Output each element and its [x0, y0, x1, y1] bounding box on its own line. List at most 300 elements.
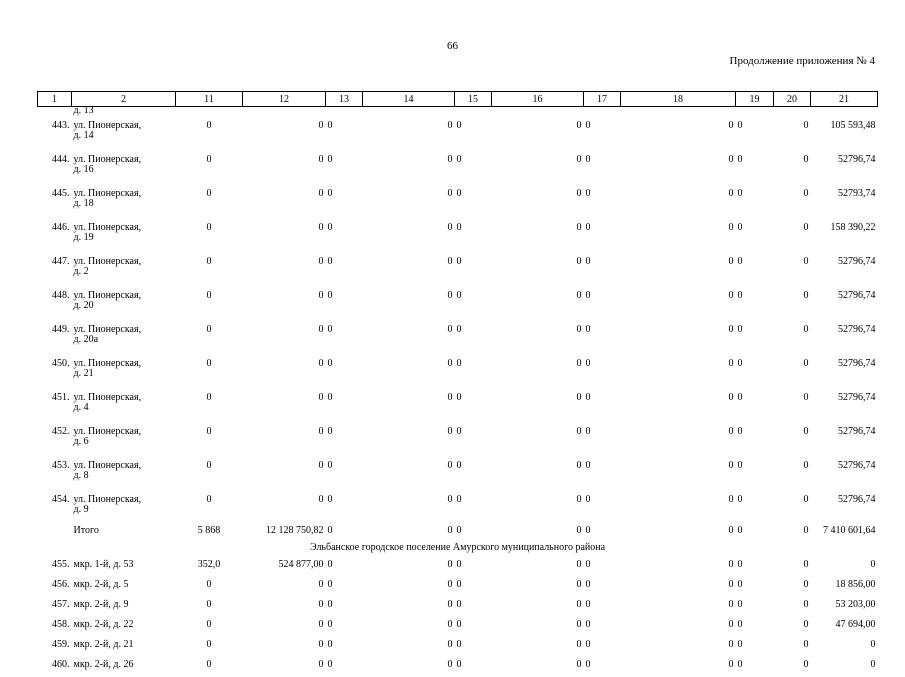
- value-cell: 0: [584, 577, 621, 597]
- value-cell: 0: [621, 597, 736, 617]
- table-header: [38, 92, 878, 107]
- table-row: [38, 617, 878, 637]
- table-row: [38, 421, 878, 455]
- value-cell: 0: [455, 217, 492, 251]
- address-cell: [72, 183, 176, 217]
- column-header: 16: [492, 92, 584, 107]
- value-cell: 0: [326, 387, 363, 421]
- row-number: 451.: [38, 387, 72, 421]
- value-cell: 0: [176, 421, 243, 455]
- address-line: д. 20: [74, 301, 174, 311]
- table-row: [38, 285, 878, 319]
- table-row: [38, 597, 878, 617]
- value-cell: 0: [243, 387, 326, 421]
- value-cell: 47 694,00: [811, 617, 878, 637]
- value-cell: 0: [326, 597, 363, 617]
- value-cell: 0: [492, 319, 584, 353]
- value-cell: 0: [774, 183, 811, 217]
- address-fragment: д. 13: [72, 107, 176, 116]
- value-cell: 0: [584, 251, 621, 285]
- value-cell: 0: [363, 597, 455, 617]
- value-cell: 0: [736, 115, 774, 149]
- address-cell: [72, 353, 176, 387]
- address-cell: мкр. 1-й, д. 53: [72, 557, 176, 577]
- row-number: 450.: [38, 353, 72, 387]
- total-row: [38, 523, 878, 543]
- value-cell: 0: [363, 319, 455, 353]
- value-cell: 0: [326, 455, 363, 489]
- total-value: 0: [621, 523, 736, 543]
- address-line: ул. Пионерская,: [74, 393, 174, 403]
- address-cell: [72, 149, 176, 183]
- value-cell: 0: [363, 217, 455, 251]
- value-cell: 0: [363, 183, 455, 217]
- value-cell: 0: [736, 217, 774, 251]
- address-line: д. 4: [74, 403, 174, 413]
- address-line: д. 6: [74, 437, 174, 447]
- value-cell: 0: [774, 577, 811, 597]
- value-cell: 0: [176, 455, 243, 489]
- address-line: ул. Пионерская,: [74, 155, 174, 165]
- row-number: 447.: [38, 251, 72, 285]
- value-cell: 0: [363, 489, 455, 523]
- value-cell: 0: [736, 353, 774, 387]
- value-cell: 0: [774, 115, 811, 149]
- address-line: ул. Пионерская,: [74, 121, 174, 131]
- value-cell: 52796,74: [811, 387, 878, 421]
- value-cell: 0: [455, 637, 492, 657]
- value-cell: 0: [774, 557, 811, 577]
- value-cell: 0: [363, 577, 455, 597]
- table-row: [38, 455, 878, 489]
- value-cell: 52796,74: [811, 285, 878, 319]
- value-cell: 18 856,00: [811, 577, 878, 597]
- value-cell: 0: [774, 251, 811, 285]
- value-cell: 0: [621, 657, 736, 677]
- column-header: 15: [455, 92, 492, 107]
- value-cell: 0: [584, 217, 621, 251]
- value-cell: 0: [621, 489, 736, 523]
- value-cell: 0: [492, 387, 584, 421]
- address-line: д. 18: [74, 199, 174, 209]
- value-cell: 0: [243, 637, 326, 657]
- address-cell: [72, 285, 176, 319]
- value-cell: 0: [363, 251, 455, 285]
- section-row: [38, 543, 878, 557]
- address-line: ул. Пионерская,: [74, 427, 174, 437]
- value-cell: 0: [621, 251, 736, 285]
- value-cell: 0: [363, 353, 455, 387]
- value-cell: 0: [621, 149, 736, 183]
- column-header: 1: [38, 92, 72, 107]
- value-cell: 0: [584, 617, 621, 637]
- value-cell: 0: [774, 421, 811, 455]
- value-cell: 0: [363, 387, 455, 421]
- value-cell: 0: [492, 577, 584, 597]
- value-cell: 0: [176, 387, 243, 421]
- value-cell: 0: [584, 319, 621, 353]
- value-cell: 0: [774, 617, 811, 637]
- value-cell: 0: [363, 149, 455, 183]
- value-cell: 0: [243, 251, 326, 285]
- value-cell: 0: [243, 183, 326, 217]
- table-row: [38, 577, 878, 597]
- value-cell: 0: [621, 387, 736, 421]
- total-value: 7 410 601,64: [811, 523, 878, 543]
- value-cell: 52796,74: [811, 149, 878, 183]
- address-cell: [72, 455, 176, 489]
- value-cell: 0: [492, 251, 584, 285]
- total-label: Итого: [72, 523, 176, 543]
- table-row: [38, 149, 878, 183]
- value-cell: 0: [811, 557, 878, 577]
- column-header: 20: [774, 92, 811, 107]
- value-cell: 0: [243, 285, 326, 319]
- value-cell: 0: [455, 421, 492, 455]
- value-cell: 0: [176, 617, 243, 637]
- value-cell: 0: [455, 597, 492, 617]
- value-cell: 0: [621, 637, 736, 657]
- value-cell: 0: [176, 657, 243, 677]
- value-cell: 158 390,22: [811, 217, 878, 251]
- column-header: 18: [621, 92, 736, 107]
- value-cell: 0: [243, 597, 326, 617]
- table-row: [38, 183, 878, 217]
- total-value: 0: [326, 523, 363, 543]
- value-cell: 0: [584, 597, 621, 617]
- value-cell: 0: [455, 115, 492, 149]
- value-cell: 105 593,48: [811, 115, 878, 149]
- value-cell: 0: [621, 353, 736, 387]
- value-cell: 0: [584, 489, 621, 523]
- total-value: 12 128 750,82: [243, 523, 326, 543]
- value-cell: 0: [492, 217, 584, 251]
- table-row: [38, 387, 878, 421]
- value-cell: 0: [774, 489, 811, 523]
- address-cell: [72, 421, 176, 455]
- value-cell: 0: [621, 421, 736, 455]
- total-value: 0: [363, 523, 455, 543]
- value-cell: 0: [363, 617, 455, 637]
- value-cell: 0: [584, 353, 621, 387]
- value-cell: 0: [455, 489, 492, 523]
- value-cell: 0: [492, 489, 584, 523]
- address-line: ул. Пионерская,: [74, 257, 174, 267]
- value-cell: 0: [243, 455, 326, 489]
- value-cell: 53 203,00: [811, 597, 878, 617]
- value-cell: 0: [176, 597, 243, 617]
- page-number: 66: [0, 40, 905, 52]
- total-value: 0: [492, 523, 584, 543]
- value-cell: 0: [621, 319, 736, 353]
- value-cell: 0: [736, 597, 774, 617]
- value-cell: 0: [492, 637, 584, 657]
- value-cell: 0: [584, 285, 621, 319]
- column-header: 12: [243, 92, 326, 107]
- value-cell: 0: [774, 149, 811, 183]
- value-cell: 0: [176, 251, 243, 285]
- column-header: 13: [326, 92, 363, 107]
- data-table: [37, 91, 878, 677]
- value-cell: 52796,74: [811, 319, 878, 353]
- value-cell: 0: [176, 183, 243, 217]
- value-cell: 0: [326, 557, 363, 577]
- value-cell: 0: [326, 577, 363, 597]
- table-row: [38, 115, 878, 149]
- value-cell: 0: [176, 637, 243, 657]
- table-row: [38, 557, 878, 577]
- column-header: 2: [72, 92, 176, 107]
- value-cell: 0: [736, 285, 774, 319]
- value-cell: 0: [621, 115, 736, 149]
- row-number: 445.: [38, 183, 72, 217]
- value-cell: 0: [455, 149, 492, 183]
- value-cell: 0: [621, 285, 736, 319]
- value-cell: 0: [774, 637, 811, 657]
- address-line: д. 14: [74, 131, 174, 141]
- value-cell: 0: [492, 557, 584, 577]
- row-number: 449.: [38, 319, 72, 353]
- address-cell: мкр. 2-й, д. 21: [72, 637, 176, 657]
- value-cell: 0: [774, 285, 811, 319]
- column-header: 21: [811, 92, 878, 107]
- value-cell: 0: [176, 285, 243, 319]
- address-cell: [72, 115, 176, 149]
- value-cell: 0: [243, 657, 326, 677]
- value-cell: 0: [492, 617, 584, 637]
- value-cell: 0: [492, 455, 584, 489]
- row-number: 459.: [38, 637, 72, 657]
- value-cell: 0: [621, 183, 736, 217]
- address-line: ул. Пионерская,: [74, 461, 174, 471]
- address-line: ул. Пионерская,: [74, 325, 174, 335]
- value-cell: 0: [363, 115, 455, 149]
- value-cell: 0: [811, 637, 878, 657]
- value-cell: 0: [455, 455, 492, 489]
- row-number: 448.: [38, 285, 72, 319]
- row-number: 452.: [38, 421, 72, 455]
- total-value: 5 868: [176, 523, 243, 543]
- value-cell: 0: [584, 387, 621, 421]
- value-cell: 0: [774, 657, 811, 677]
- value-cell: 0: [584, 455, 621, 489]
- value-cell: 0: [326, 183, 363, 217]
- value-cell: 0: [736, 387, 774, 421]
- value-cell: 0: [363, 557, 455, 577]
- value-cell: 0: [492, 421, 584, 455]
- value-cell: 0: [584, 183, 621, 217]
- value-cell: 0: [621, 217, 736, 251]
- value-cell: 0: [736, 617, 774, 637]
- value-cell: 52796,74: [811, 421, 878, 455]
- value-cell: 0: [584, 115, 621, 149]
- value-cell: 0: [455, 577, 492, 597]
- continuation-label: Продолжение приложения № 4: [730, 55, 875, 67]
- value-cell: 0: [774, 455, 811, 489]
- value-cell: 0: [736, 489, 774, 523]
- continuation-row: [38, 107, 878, 116]
- value-cell: 0: [363, 421, 455, 455]
- value-cell: 0: [363, 637, 455, 657]
- value-cell: 0: [492, 183, 584, 217]
- address-line: д. 2: [74, 267, 174, 277]
- row-number: 456.: [38, 577, 72, 597]
- row-number: 453.: [38, 455, 72, 489]
- row-number: 455.: [38, 557, 72, 577]
- value-cell: 352,0: [176, 557, 243, 577]
- column-header: 14: [363, 92, 455, 107]
- value-cell: 0: [326, 319, 363, 353]
- value-cell: 0: [176, 319, 243, 353]
- row-number: 444.: [38, 149, 72, 183]
- value-cell: 0: [326, 617, 363, 637]
- value-cell: 0: [455, 319, 492, 353]
- value-cell: 0: [176, 577, 243, 597]
- value-cell: 0: [243, 617, 326, 637]
- value-cell: 0: [363, 657, 455, 677]
- address-line: ул. Пионерская,: [74, 495, 174, 505]
- value-cell: 52796,74: [811, 353, 878, 387]
- address-line: д. 9: [74, 505, 174, 515]
- value-cell: 0: [736, 319, 774, 353]
- value-cell: 0: [736, 183, 774, 217]
- value-cell: 0: [774, 353, 811, 387]
- value-cell: 52796,74: [811, 455, 878, 489]
- value-cell: 0: [326, 657, 363, 677]
- table-body: [38, 107, 878, 677]
- value-cell: 0: [736, 557, 774, 577]
- address-cell: [72, 251, 176, 285]
- value-cell: 0: [492, 285, 584, 319]
- total-value: 0: [736, 523, 774, 543]
- value-cell: 0: [736, 421, 774, 455]
- value-cell: 0: [176, 217, 243, 251]
- total-value: 0: [455, 523, 492, 543]
- value-cell: 0: [455, 251, 492, 285]
- value-cell: 0: [621, 617, 736, 637]
- value-cell: 0: [774, 387, 811, 421]
- value-cell: 0: [176, 489, 243, 523]
- row-number: 458.: [38, 617, 72, 637]
- value-cell: 0: [584, 637, 621, 657]
- value-cell: 0: [455, 657, 492, 677]
- address-cell: мкр. 2-й, д. 9: [72, 597, 176, 617]
- value-cell: 0: [243, 421, 326, 455]
- value-cell: 0: [455, 557, 492, 577]
- value-cell: 0: [243, 577, 326, 597]
- address-line: д. 20а: [74, 335, 174, 345]
- value-cell: 524 877,00: [243, 557, 326, 577]
- value-cell: 52796,74: [811, 489, 878, 523]
- value-cell: 0: [621, 455, 736, 489]
- value-cell: 0: [243, 319, 326, 353]
- table-row: [38, 251, 878, 285]
- address-cell: мкр. 2-й, д. 26: [72, 657, 176, 677]
- value-cell: 0: [621, 557, 736, 577]
- table-row: [38, 489, 878, 523]
- value-cell: 0: [176, 353, 243, 387]
- value-cell: 0: [774, 217, 811, 251]
- address-cell: [72, 489, 176, 523]
- value-cell: 0: [492, 657, 584, 677]
- address-line: д. 19: [74, 233, 174, 243]
- address-line: д. 8: [74, 471, 174, 481]
- value-cell: 0: [243, 353, 326, 387]
- value-cell: 52796,74: [811, 251, 878, 285]
- row-number: 446.: [38, 217, 72, 251]
- value-cell: 0: [455, 617, 492, 637]
- value-cell: 0: [326, 489, 363, 523]
- empty-cell: [38, 523, 72, 543]
- value-cell: 0: [326, 251, 363, 285]
- column-header: 17: [584, 92, 621, 107]
- value-cell: 0: [774, 597, 811, 617]
- value-cell: 0: [326, 115, 363, 149]
- value-cell: 0: [363, 285, 455, 319]
- value-cell: 0: [326, 285, 363, 319]
- total-value: 0: [584, 523, 621, 543]
- value-cell: 0: [455, 387, 492, 421]
- address-line: ул. Пионерская,: [74, 359, 174, 369]
- value-cell: 0: [492, 115, 584, 149]
- address-cell: мкр. 2-й, д. 22: [72, 617, 176, 637]
- address-cell: [72, 387, 176, 421]
- table-row: [38, 319, 878, 353]
- value-cell: 0: [736, 657, 774, 677]
- value-cell: 0: [584, 557, 621, 577]
- section-title: Эльбанское городское поселение Амурского муниципального района: [38, 543, 878, 557]
- value-cell: 0: [492, 353, 584, 387]
- table-row: [38, 637, 878, 657]
- value-cell: 0: [774, 319, 811, 353]
- value-cell: 0: [176, 115, 243, 149]
- value-cell: 0: [492, 149, 584, 183]
- value-cell: 0: [736, 637, 774, 657]
- value-cell: 0: [326, 637, 363, 657]
- value-cell: 0: [176, 149, 243, 183]
- value-cell: 0: [455, 183, 492, 217]
- address-line: д. 21: [74, 369, 174, 379]
- table-row: [38, 353, 878, 387]
- value-cell: 0: [326, 149, 363, 183]
- value-cell: 0: [326, 353, 363, 387]
- value-cell: 0: [455, 285, 492, 319]
- value-cell: 0: [584, 421, 621, 455]
- value-cell: 0: [621, 577, 736, 597]
- address-cell: [72, 319, 176, 353]
- value-cell: 0: [326, 421, 363, 455]
- value-cell: 0: [584, 657, 621, 677]
- value-cell: 0: [363, 455, 455, 489]
- value-cell: 0: [811, 657, 878, 677]
- value-cell: 0: [736, 455, 774, 489]
- value-cell: 0: [243, 217, 326, 251]
- address-cell: [72, 217, 176, 251]
- value-cell: 0: [243, 149, 326, 183]
- address-line: д. 16: [74, 165, 174, 175]
- address-line: ул. Пионерская,: [74, 223, 174, 233]
- row-number: 454.: [38, 489, 72, 523]
- value-cell: 0: [326, 217, 363, 251]
- table-row: [38, 217, 878, 251]
- address-line: ул. Пионерская,: [74, 189, 174, 199]
- value-cell: 0: [736, 577, 774, 597]
- address-cell: мкр. 2-й, д. 5: [72, 577, 176, 597]
- row-number: 457.: [38, 597, 72, 617]
- value-cell: 0: [455, 353, 492, 387]
- table-row: [38, 657, 878, 677]
- value-cell: 0: [243, 115, 326, 149]
